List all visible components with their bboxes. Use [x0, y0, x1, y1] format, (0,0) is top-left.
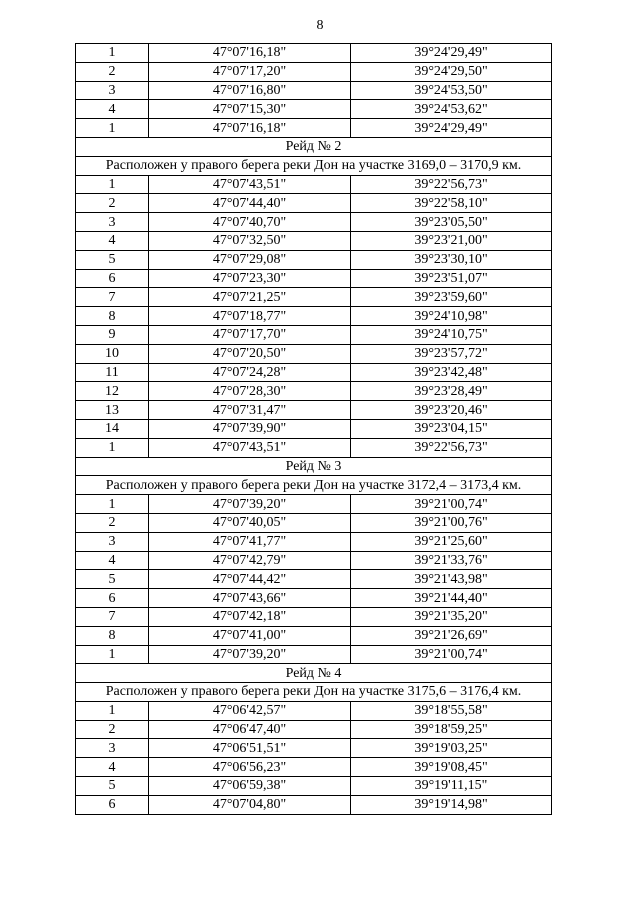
latitude-cell: 47°07'31,47"	[149, 401, 351, 420]
table-row	[76, 551, 552, 570]
table-row	[76, 607, 552, 626]
point-number-cell: 1	[76, 495, 149, 514]
latitude-cell: 47°07'16,18"	[149, 44, 351, 63]
latitude-cell: 47°07'20,50"	[149, 344, 351, 363]
point-number-cell: 4	[76, 231, 149, 250]
latitude-cell: 47°06'56,23"	[149, 758, 351, 777]
point-number-cell: 13	[76, 401, 149, 420]
table-row	[76, 175, 552, 194]
point-number-cell: 11	[76, 363, 149, 382]
table-row	[76, 44, 552, 63]
table-row	[76, 701, 552, 720]
table-row	[76, 62, 552, 81]
table-row	[76, 194, 552, 213]
table-row	[76, 100, 552, 119]
point-number-cell: 1	[76, 119, 149, 138]
point-number-cell: 6	[76, 589, 149, 608]
section-title-row	[76, 457, 552, 476]
longitude-cell: 39°19'11,15"	[351, 777, 552, 796]
section-title: Рейд № 2	[76, 137, 552, 156]
point-number-cell: 1	[76, 44, 149, 63]
section-title-row	[76, 137, 552, 156]
point-number-cell: 4	[76, 551, 149, 570]
table-row	[76, 119, 552, 138]
table-row	[76, 570, 552, 589]
point-number-cell: 8	[76, 307, 149, 326]
latitude-cell: 47°07'41,77"	[149, 532, 351, 551]
latitude-cell: 47°07'17,70"	[149, 325, 351, 344]
longitude-cell: 39°21'35,20"	[351, 607, 552, 626]
longitude-cell: 39°22'56,73"	[351, 438, 552, 457]
longitude-cell: 39°23'21,00"	[351, 231, 552, 250]
table-row	[76, 739, 552, 758]
table-row	[76, 382, 552, 401]
latitude-cell: 47°07'40,70"	[149, 213, 351, 232]
latitude-cell: 47°07'43,51"	[149, 175, 351, 194]
latitude-cell: 47°07'44,42"	[149, 570, 351, 589]
latitude-cell: 47°07'18,77"	[149, 307, 351, 326]
longitude-cell: 39°24'53,50"	[351, 81, 552, 100]
longitude-cell: 39°23'20,46"	[351, 401, 552, 420]
longitude-cell: 39°21'26,69"	[351, 626, 552, 645]
table-row	[76, 269, 552, 288]
longitude-cell: 39°21'00,74"	[351, 645, 552, 664]
section-subtitle-row	[76, 156, 552, 175]
latitude-cell: 47°07'39,20"	[149, 495, 351, 514]
latitude-cell: 47°07'41,00"	[149, 626, 351, 645]
point-number-cell: 1	[76, 175, 149, 194]
section-subtitle: Расположен у правого берега реки Дон на участке 3172,4 – 3173,4 км.	[76, 476, 552, 495]
latitude-cell: 47°07'28,30"	[149, 382, 351, 401]
longitude-cell: 39°24'10,75"	[351, 325, 552, 344]
point-number-cell: 5	[76, 250, 149, 269]
point-number-cell: 14	[76, 419, 149, 438]
latitude-cell: 47°07'39,20"	[149, 645, 351, 664]
table-row	[76, 758, 552, 777]
latitude-cell: 47°06'59,38"	[149, 777, 351, 796]
table-row	[76, 81, 552, 100]
table-row	[76, 344, 552, 363]
table-row	[76, 401, 552, 420]
section-title-row	[76, 664, 552, 683]
longitude-cell: 39°23'05,50"	[351, 213, 552, 232]
latitude-cell: 47°07'44,40"	[149, 194, 351, 213]
point-number-cell: 4	[76, 758, 149, 777]
section-subtitle-row	[76, 476, 552, 495]
section-subtitle: Расположен у правого берега реки Дон на участке 3175,6 – 3176,4 км.	[76, 683, 552, 702]
point-number-cell: 2	[76, 513, 149, 532]
latitude-cell: 47°07'43,66"	[149, 589, 351, 608]
point-number-cell: 3	[76, 739, 149, 758]
point-number-cell: 4	[76, 100, 149, 119]
longitude-cell: 39°18'59,25"	[351, 720, 552, 739]
table-row	[76, 626, 552, 645]
longitude-cell: 39°24'29,49"	[351, 44, 552, 63]
longitude-cell: 39°23'30,10"	[351, 250, 552, 269]
longitude-cell: 39°18'55,58"	[351, 701, 552, 720]
table-row	[76, 795, 552, 814]
point-number-cell: 7	[76, 288, 149, 307]
table-row	[76, 495, 552, 514]
point-number-cell: 8	[76, 626, 149, 645]
table-row	[76, 438, 552, 457]
latitude-cell: 47°07'16,18"	[149, 119, 351, 138]
point-number-cell: 2	[76, 62, 149, 81]
latitude-cell: 47°07'24,28"	[149, 363, 351, 382]
table-row	[76, 363, 552, 382]
point-number-cell: 6	[76, 795, 149, 814]
longitude-cell: 39°23'57,72"	[351, 344, 552, 363]
section-title: Рейд № 4	[76, 664, 552, 683]
latitude-cell: 47°07'43,51"	[149, 438, 351, 457]
point-number-cell: 3	[76, 532, 149, 551]
longitude-cell: 39°23'51,07"	[351, 269, 552, 288]
section-title: Рейд № 3	[76, 457, 552, 476]
longitude-cell: 39°23'59,60"	[351, 288, 552, 307]
latitude-cell: 47°06'42,57"	[149, 701, 351, 720]
longitude-cell: 39°19'03,25"	[351, 739, 552, 758]
longitude-cell: 39°19'08,45"	[351, 758, 552, 777]
point-number-cell: 5	[76, 777, 149, 796]
section-subtitle: Расположен у правого берега реки Дон на участке 3169,0 – 3170,9 км.	[76, 156, 552, 175]
point-number-cell: 2	[76, 720, 149, 739]
table-row	[76, 250, 552, 269]
latitude-cell: 47°07'39,90"	[149, 419, 351, 438]
table-row	[76, 720, 552, 739]
table-row	[76, 777, 552, 796]
longitude-cell: 39°21'33,76"	[351, 551, 552, 570]
table-row	[76, 513, 552, 532]
point-number-cell: 1	[76, 645, 149, 664]
point-number-cell: 5	[76, 570, 149, 589]
latitude-cell: 47°07'23,30"	[149, 269, 351, 288]
longitude-cell: 39°24'29,49"	[351, 119, 552, 138]
latitude-cell: 47°07'21,25"	[149, 288, 351, 307]
longitude-cell: 39°21'00,76"	[351, 513, 552, 532]
longitude-cell: 39°24'53,62"	[351, 100, 552, 119]
section-subtitle-row	[76, 683, 552, 702]
table-row	[76, 325, 552, 344]
latitude-cell: 47°07'42,79"	[149, 551, 351, 570]
longitude-cell: 39°22'58,10"	[351, 194, 552, 213]
point-number-cell: 12	[76, 382, 149, 401]
latitude-cell: 47°07'15,30"	[149, 100, 351, 119]
point-number-cell: 7	[76, 607, 149, 626]
longitude-cell: 39°21'25,60"	[351, 532, 552, 551]
point-number-cell: 2	[76, 194, 149, 213]
longitude-cell: 39°21'00,74"	[351, 495, 552, 514]
table-row	[76, 419, 552, 438]
longitude-cell: 39°23'04,15"	[351, 419, 552, 438]
table-row	[76, 213, 552, 232]
point-number-cell: 1	[76, 701, 149, 720]
latitude-cell: 47°06'47,40"	[149, 720, 351, 739]
coordinates-table	[75, 43, 552, 815]
point-number-cell: 1	[76, 438, 149, 457]
latitude-cell: 47°07'29,08"	[149, 250, 351, 269]
longitude-cell: 39°22'56,73"	[351, 175, 552, 194]
longitude-cell: 39°23'28,49"	[351, 382, 552, 401]
page-number: 8	[316, 18, 324, 33]
longitude-cell: 39°21'44,40"	[351, 589, 552, 608]
latitude-cell: 47°07'17,20"	[149, 62, 351, 81]
latitude-cell: 47°07'32,50"	[149, 231, 351, 250]
longitude-cell: 39°24'10,98"	[351, 307, 552, 326]
point-number-cell: 3	[76, 81, 149, 100]
coordinates-table-body	[76, 44, 552, 815]
longitude-cell: 39°19'14,98"	[351, 795, 552, 814]
latitude-cell: 47°07'40,05"	[149, 513, 351, 532]
point-number-cell: 6	[76, 269, 149, 288]
latitude-cell: 47°07'16,80"	[149, 81, 351, 100]
table-row	[76, 231, 552, 250]
longitude-cell: 39°23'42,48"	[351, 363, 552, 382]
longitude-cell: 39°24'29,50"	[351, 62, 552, 81]
point-number-cell: 10	[76, 344, 149, 363]
table-row	[76, 589, 552, 608]
table-row	[76, 288, 552, 307]
table-row	[76, 532, 552, 551]
point-number-cell: 3	[76, 213, 149, 232]
longitude-cell: 39°21'43,98"	[351, 570, 552, 589]
latitude-cell: 47°07'42,18"	[149, 607, 351, 626]
point-number-cell: 9	[76, 325, 149, 344]
latitude-cell: 47°06'51,51"	[149, 739, 351, 758]
table-row	[76, 645, 552, 664]
latitude-cell: 47°07'04,80"	[149, 795, 351, 814]
table-row	[76, 307, 552, 326]
